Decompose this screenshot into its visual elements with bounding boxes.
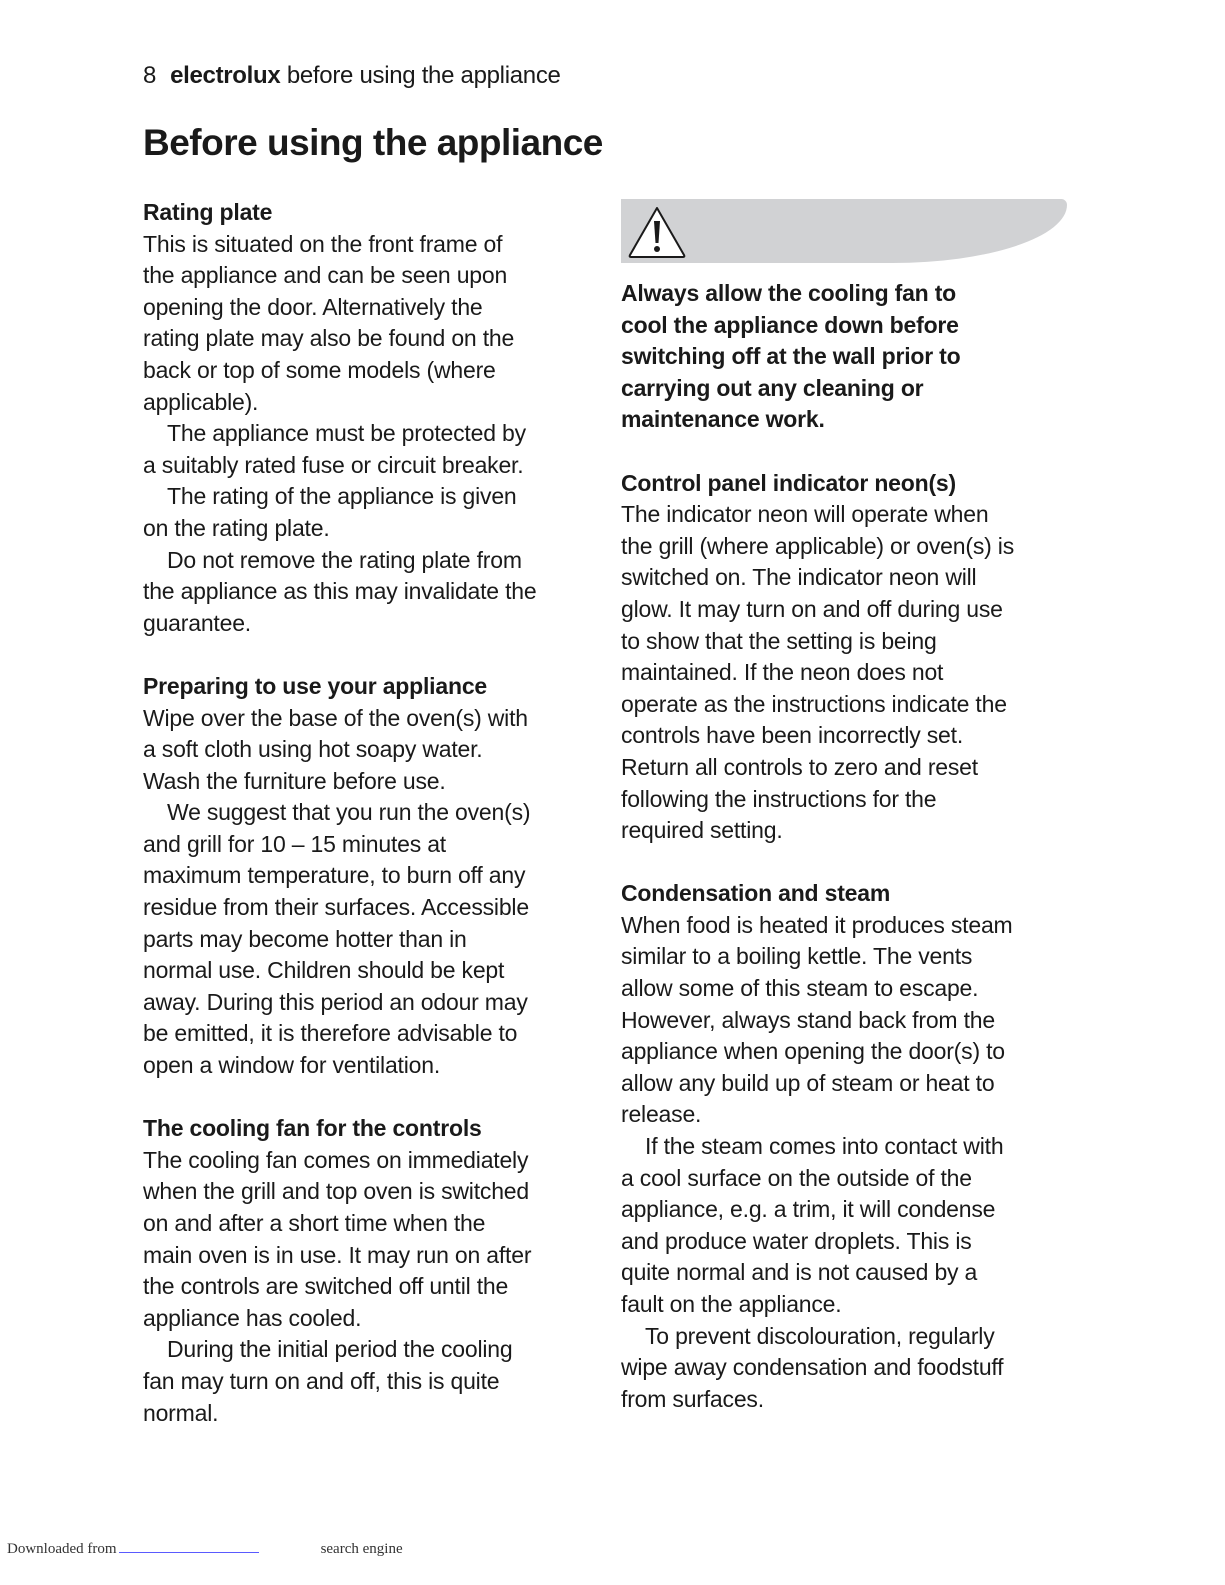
warning-text-line: Always allow the cooling fan to [621,280,957,306]
text-line: quite normal and is not caused by a [621,1259,978,1286]
text-line: switched on. The indicator neon will [621,564,977,591]
text-line: appliance has cooled. [143,1304,362,1331]
spacer [143,1082,613,1114]
text-line: the controls are switched off until the [143,1273,509,1300]
warning-text-line: carrying out any cleaning or [621,374,924,401]
text-line: allow some of this steam to escape. [621,975,979,1002]
text-line: The cooling fan comes on immediately [143,1146,529,1173]
text-line: residue from their surfaces. Accessible [143,894,529,921]
downloaded-from-text: Downloaded from [7,1541,117,1557]
text-line: the appliance and can be seen upon [143,262,508,289]
text-line: fault on the appliance. [621,1291,842,1317]
section-heading: The cooling fan for the controls [143,1115,482,1142]
text-line: Return all controls to zero and reset [621,753,978,780]
section-heading: Control panel indicator neon(s) [621,469,956,496]
text-line: When food is heated it produces steam [621,911,1013,938]
text-line: However, always stand back from the [621,1006,995,1033]
brand-name: electrolux [170,62,281,89]
page-title: Before using the appliance [143,122,603,163]
section-heading: Rating plate [143,199,273,225]
text-line: normal use. Children should be kept [143,957,505,984]
left-column [143,197,613,1429]
right-column [621,278,1091,1415]
text-line: maximum temperature, to burn off any [143,862,526,889]
warning-triangle-icon [627,205,687,259]
text-line: operate as the instructions indicate the [621,690,1007,717]
text-line: We suggest that you run the oven(s) [167,799,531,826]
text-line: appliance, e.g. a trim, it will condense [621,1196,996,1223]
text-line: be emitted, it is therefore advisable to [143,1020,518,1047]
text-line: controls have been incorrectly set. [621,722,964,749]
text-line: opening the door. Alternatively the [143,293,483,320]
text-line: a soft cloth using hot soapy water. [143,736,483,763]
section-heading: Condensation and steam [621,880,891,907]
text-line: away. During this period an odour may [143,988,528,1015]
text-line: fan may turn on and off, this is quite [143,1367,500,1394]
text-line: During the initial period the cooling [167,1336,513,1363]
text-line: Wash the furniture before use. [143,767,446,794]
text-line: allow any build up of steam or heat to [621,1069,995,1096]
text-line: guarantee. [143,609,251,636]
text-line: release. [621,1101,702,1128]
text-line: maintained. If the neon does not [621,659,944,686]
text-line: rating plate may also be found on the [143,325,515,352]
text-line: the grill (where applicable) or oven(s) is [621,532,1014,559]
text-line: normal. [143,1399,219,1426]
text-line: glow. It may turn on and off during use [621,595,1003,622]
text-line: The rating of the appliance is given [167,483,517,510]
text-line: a suitably rated fuse or circuit breaker. [143,451,524,478]
search-engine-text: search engine [320,1541,403,1557]
running-header [143,62,561,90]
text-line: and produce water droplets. This is [621,1227,972,1254]
text-line: and grill for 10 – 15 minutes at [143,830,446,857]
text-line: on and after a short time when the [143,1210,486,1236]
text-line: applicable). [143,388,259,415]
text-line: open a window for ventilation. [143,1052,441,1079]
text-line: appliance when opening the door(s) to [621,1038,1005,1065]
text-line: a cool surface on the outside of the [621,1164,972,1191]
text-line: wipe away condensation and foodstuff [621,1354,1004,1381]
text-line: the appliance as this may invalidate the [143,578,537,605]
text-line: on the rating plate. [143,514,330,541]
text-line: The appliance must be protected by [167,420,526,447]
section-name: before using the appliance [286,62,561,89]
text-line: back or top of some models (where [143,356,496,383]
warning-text-line: switching off at the wall prior to [621,343,961,370]
text-line: required setting. [621,817,783,844]
text-line: This is situated on the front frame of [143,230,503,257]
text-line: from surfaces. [621,1385,764,1412]
warning-banner [621,199,1067,263]
text-line: to show that the setting is being [621,627,937,654]
text-line: similar to a boiling kettle. The vents [621,943,973,970]
text-line: parts may become hotter than in [143,925,467,952]
text-line: when the grill and top oven is switched [143,1178,529,1205]
text-line: Do not remove the rating plate from [167,546,522,573]
text-line: To prevent discolouration, regularly [645,1322,995,1349]
spacer [621,436,1091,468]
page-number: 8 [143,62,157,89]
warning-text-line: maintenance work. [621,406,825,433]
spacer [621,847,1091,879]
text-line: Wipe over the base of the oven(s) with [143,704,528,731]
text-line: If the steam comes into contact with [645,1133,1004,1160]
footer-link[interactable] [119,1540,259,1553]
spacer [143,639,613,671]
footer [7,1540,403,1558]
warning-text-line: cool the appliance down before [621,311,959,338]
section-heading: Preparing to use your appliance [143,672,487,699]
text-line: following the instructions for the [621,785,937,812]
text-line: main oven is in use. It may run on after [143,1241,532,1268]
text-line: The indicator neon will operate when [621,501,989,528]
